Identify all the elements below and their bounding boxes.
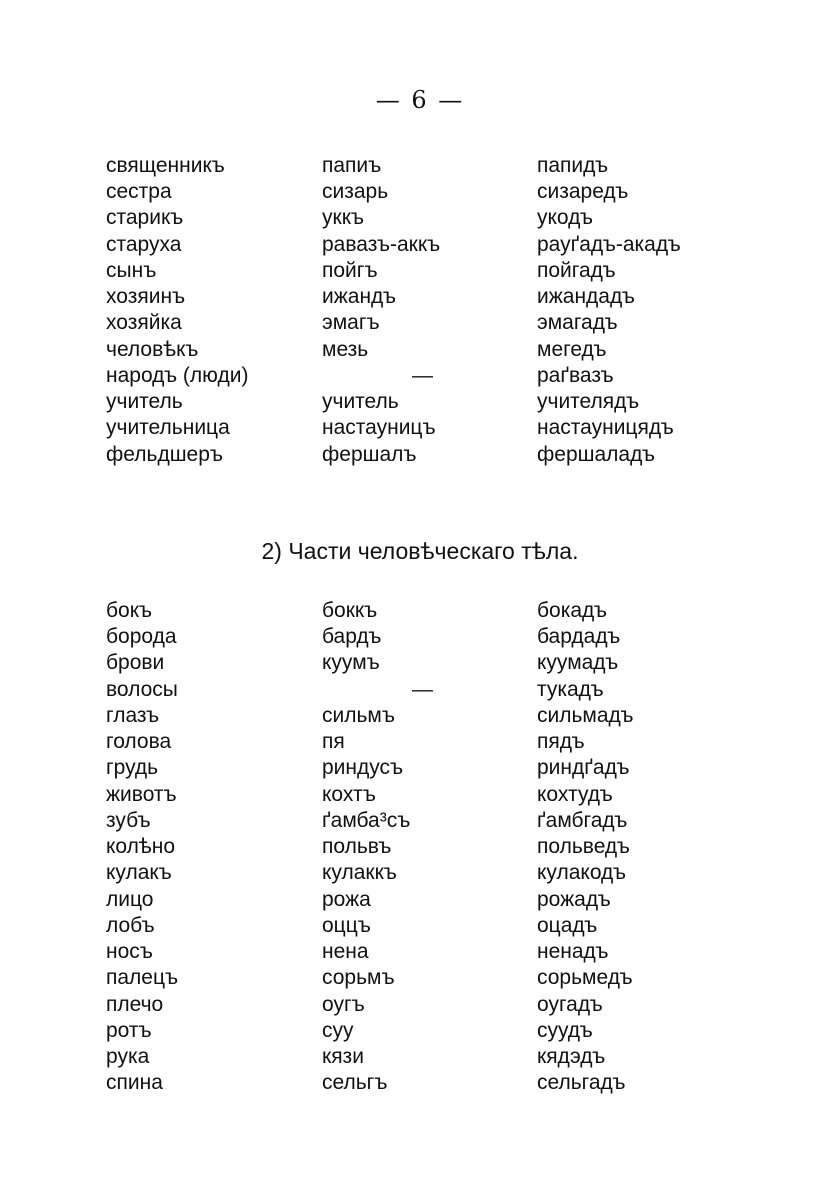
table-row: [0, 258, 840, 284]
singular-form: бардъ: [322, 625, 382, 648]
plural-form: настауницядъ: [537, 416, 674, 439]
plural-form: ґамбгадъ: [537, 809, 628, 832]
russian-word: рука: [106, 1045, 150, 1068]
russian-word: хозяинъ: [106, 285, 186, 308]
singular-form: рожа: [322, 888, 371, 911]
singular-form: —: [412, 364, 433, 387]
russian-word: хозяйка: [106, 311, 182, 334]
table-row: [0, 389, 840, 415]
table-row: [0, 834, 840, 860]
table-row: [0, 729, 840, 755]
singular-form: сельгъ: [322, 1071, 388, 1094]
table-row: [0, 363, 840, 389]
plural-form: оугадъ: [537, 993, 603, 1016]
table-row: [0, 310, 840, 336]
table-row: [0, 415, 840, 441]
singular-form: уккъ: [322, 206, 364, 229]
singular-form: фершалъ: [322, 443, 417, 466]
plural-form: сорьмедъ: [537, 966, 633, 989]
singular-form: ижандъ: [322, 285, 396, 308]
russian-word: животъ: [106, 783, 177, 806]
plural-form: тукадъ: [537, 678, 604, 701]
singular-form: настауницъ: [322, 416, 436, 439]
plural-form: укодъ: [537, 206, 594, 229]
table-row: [0, 624, 840, 650]
singular-form: кулаккъ: [322, 861, 397, 884]
plural-form: польведъ: [537, 835, 630, 858]
plural-form: мегедъ: [537, 338, 607, 361]
plural-form: раґвазъ: [537, 364, 614, 387]
table-row: [0, 232, 840, 258]
plural-form: бокадъ: [537, 599, 607, 622]
table-row: [0, 677, 840, 703]
singular-form: сизарь: [322, 180, 389, 203]
section-title: 2) Части человѣческаго тѣла.: [261, 538, 579, 564]
singular-form: пойгъ: [322, 259, 378, 282]
russian-word: грудь: [106, 756, 159, 779]
russian-word: сестра: [106, 180, 172, 203]
singular-form: пя: [322, 730, 345, 753]
singular-form: боккъ: [322, 599, 378, 622]
russian-word: учительница: [106, 416, 230, 439]
singular-form: мезь: [322, 338, 369, 361]
russian-word: сынъ: [106, 259, 157, 282]
plural-form: сильмадъ: [537, 704, 634, 727]
plural-form: ненадъ: [537, 940, 609, 963]
plural-form: учителядъ: [537, 390, 640, 413]
plural-form: оцадъ: [537, 914, 598, 937]
table-row: [0, 939, 840, 965]
singular-form: кязи: [322, 1045, 364, 1068]
singular-form: —: [412, 678, 433, 701]
singular-form: сорьмъ: [322, 966, 395, 989]
singular-form: польвъ: [322, 835, 392, 858]
russian-word: борода: [106, 625, 177, 648]
russian-word: фельдшеръ: [106, 443, 224, 466]
plural-form: сизаредъ: [537, 180, 629, 203]
russian-word: старикъ: [106, 206, 184, 229]
table-row: [0, 703, 840, 729]
russian-word: кулакъ: [106, 861, 172, 884]
plural-form: ижандадъ: [537, 285, 635, 308]
singular-form: ґамба³съ: [322, 809, 411, 832]
table-row: [0, 913, 840, 939]
table-row: [0, 1070, 840, 1096]
singular-form: сильмъ: [322, 704, 395, 727]
table-row: [0, 153, 840, 179]
russian-word: ротъ: [106, 1019, 152, 1042]
russian-word: брови: [106, 651, 165, 674]
table-row: [0, 808, 840, 834]
singular-form: равазъ-аккъ: [322, 233, 441, 256]
russian-word: лицо: [106, 888, 154, 911]
russian-word: глазъ: [106, 704, 160, 727]
singular-form: суу: [322, 1019, 354, 1042]
table-row: [0, 337, 840, 363]
table-row: [0, 179, 840, 205]
table-row: [0, 598, 840, 624]
plural-form: куумадъ: [537, 651, 619, 674]
russian-word: учитель: [106, 390, 183, 413]
table-row: [0, 860, 840, 886]
table-row: [0, 284, 840, 310]
plural-form: рауґадъ-акадъ: [537, 233, 681, 256]
plural-form: пойгадъ: [537, 259, 616, 282]
plural-form: эмагадъ: [537, 311, 618, 334]
russian-word: плечо: [106, 993, 164, 1016]
singular-form: учитель: [322, 390, 399, 413]
singular-form: риндусъ: [322, 756, 404, 779]
singular-form: оццъ: [322, 914, 371, 937]
plural-form: сельгадъ: [537, 1071, 626, 1094]
plural-form: кулакодъ: [537, 861, 626, 884]
table-row: [0, 887, 840, 913]
singular-form: нена: [322, 940, 369, 963]
table-row: [0, 205, 840, 231]
table-row: [0, 755, 840, 781]
russian-word: лобъ: [106, 914, 155, 937]
russian-word: священникъ: [106, 154, 225, 177]
singular-form: оугъ: [322, 993, 365, 1016]
russian-word: бокъ: [106, 599, 153, 622]
plural-form: суудъ: [537, 1019, 593, 1042]
russian-word: голова: [106, 730, 172, 753]
russian-word: колѣно: [106, 835, 176, 858]
russian-word: палецъ: [106, 966, 179, 989]
singular-form: эмагъ: [322, 311, 380, 334]
singular-form: папиъ: [322, 154, 382, 177]
singular-form: куумъ: [322, 651, 380, 674]
russian-word: спина: [106, 1071, 163, 1094]
table-row: [0, 782, 840, 808]
plural-form: кохтудъ: [537, 783, 613, 806]
plural-form: кядэдъ: [537, 1045, 606, 1068]
singular-form: кохтъ: [322, 783, 376, 806]
plural-form: пядъ: [537, 730, 585, 753]
russian-word: волосы: [106, 678, 178, 701]
russian-word: старуха: [106, 233, 182, 256]
plural-form: рожадъ: [537, 888, 611, 911]
page-number: — 6 —: [375, 86, 465, 114]
russian-word: народъ (люди): [106, 364, 249, 387]
plural-form: риндґадъ: [537, 756, 630, 779]
table-row: [0, 992, 840, 1018]
russian-word: носъ: [106, 940, 153, 963]
table-row: [0, 650, 840, 676]
table-row: [0, 965, 840, 991]
plural-form: фершаладъ: [537, 443, 656, 466]
russian-word: зубъ: [106, 809, 151, 832]
plural-form: папидъ: [537, 154, 609, 177]
russian-word: человѣкъ: [106, 338, 199, 361]
plural-form: бардадъ: [537, 625, 621, 648]
table-row: [0, 1044, 840, 1070]
table-row: [0, 1018, 840, 1044]
table-row: [0, 442, 840, 468]
